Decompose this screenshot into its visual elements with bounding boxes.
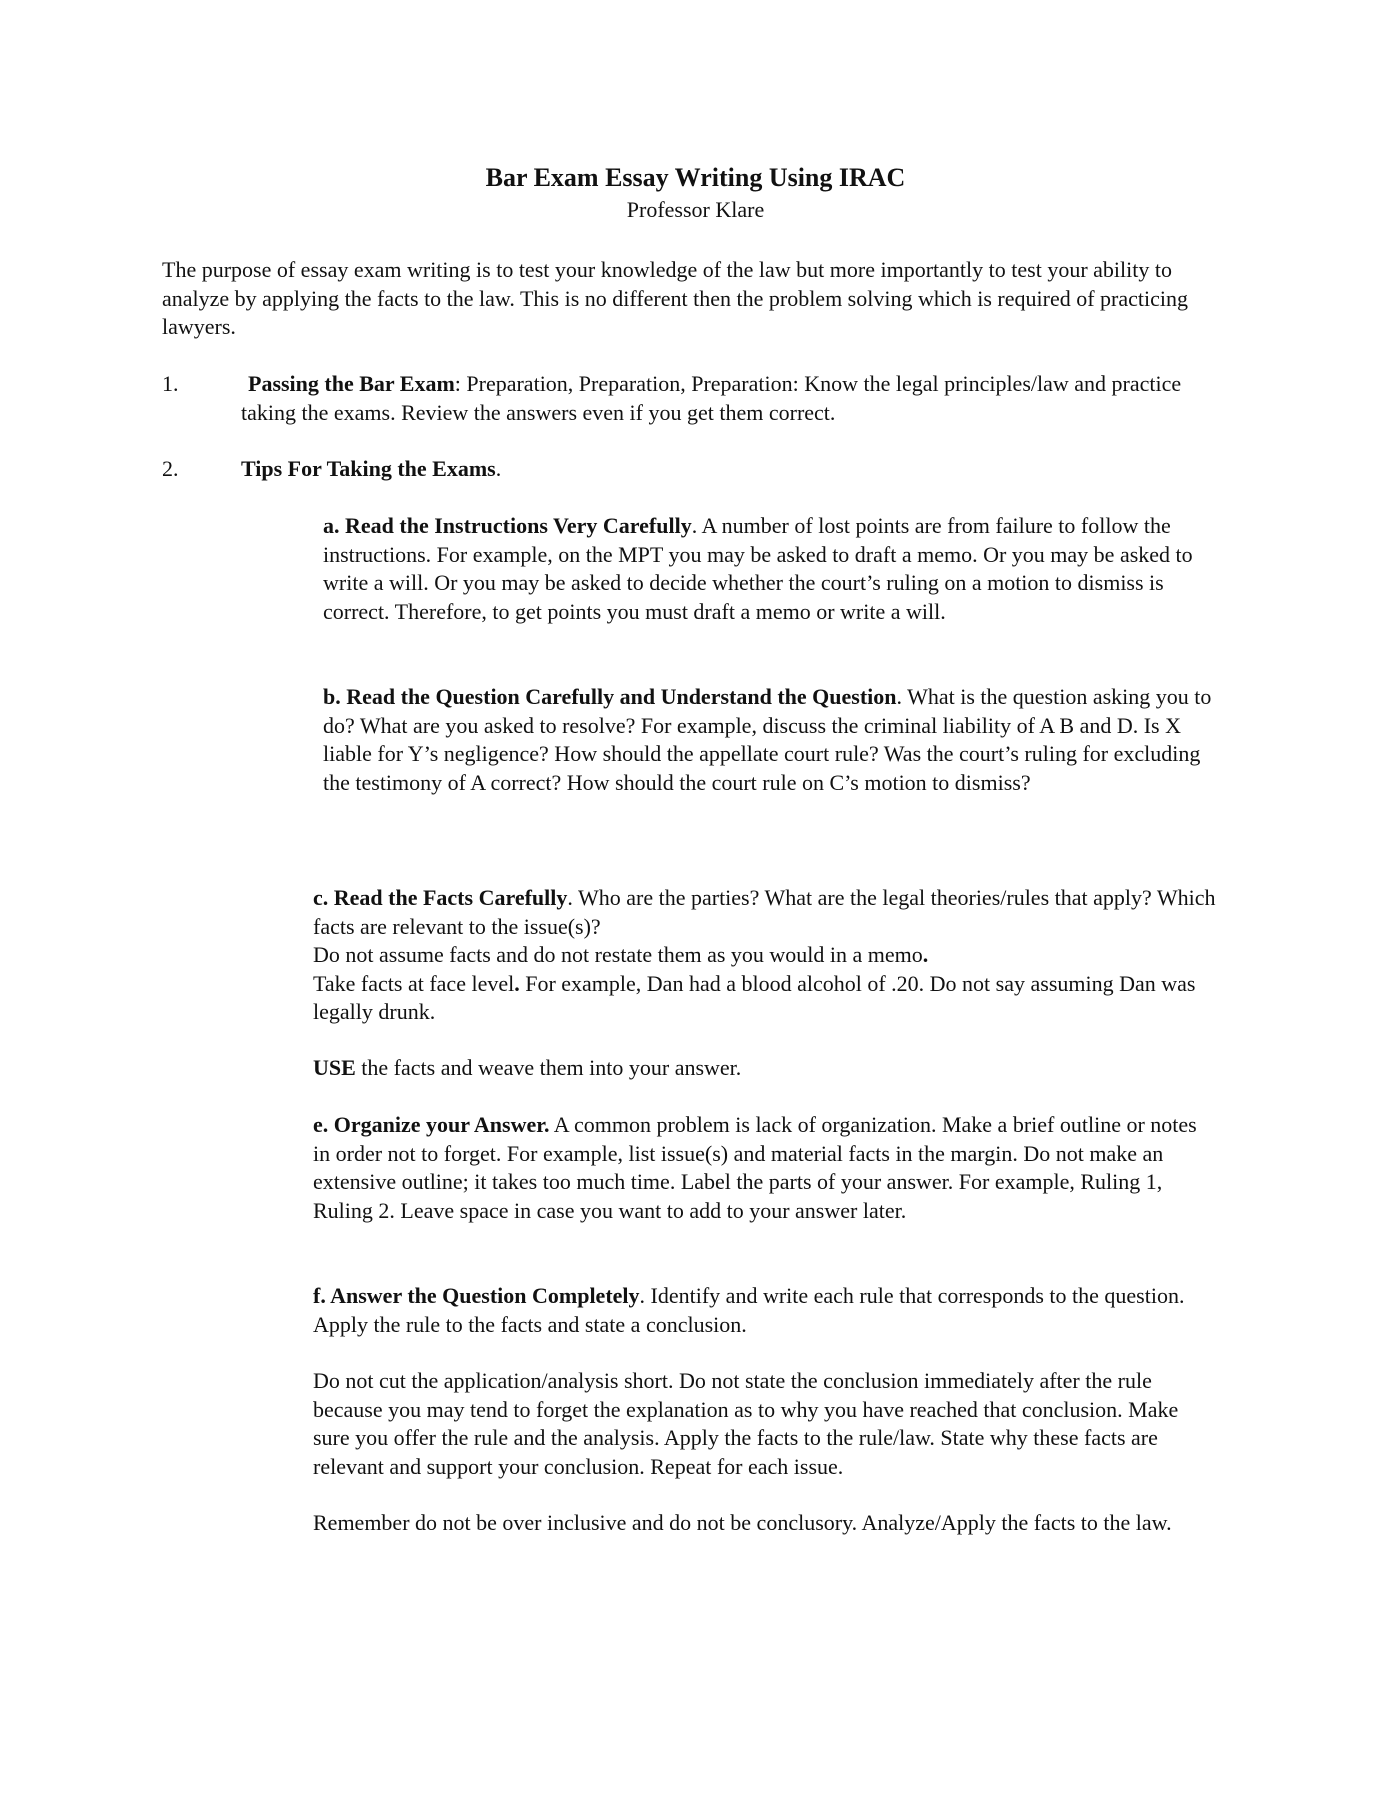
tip-a-heading: a. Read the Instructions Very Carefully	[323, 513, 692, 538]
tip-f-text: . Identify and write each rule that corresponds to the question. Apply the rule to the facts and state a conclusion.	[313, 1283, 1185, 1337]
use-facts-paragraph	[313, 1054, 1218, 1083]
item-2-heading: Tips For Taking the Exams	[241, 456, 496, 481]
tip-c-heading: c. Read the Facts Carefully	[313, 885, 568, 910]
analysis-paragraph: Do not cut the application/analysis short. Do not state the conclusion immediately after the rule because you may tend to forget the explanation as to why you have reached that conclusion. Make sure you offer the rule and the analysis. Apply the facts to the rule/law. State why these facts are relevant and support your conclusion. Repeat for each issue.	[313, 1368, 1179, 1479]
remember-paragraph: Remember do not be over inclusive and do not be conclusory. Analyze/Apply the facts to the law.	[313, 1510, 1172, 1535]
tip-c-text: . Who are the parties? What are the legal theories/rules that apply? Which facts are relevant to the issue(s)?	[313, 885, 1216, 939]
tip-e-paragraph	[313, 1111, 1218, 1225]
item-2-paragraph	[241, 455, 1141, 484]
tip-c-line-3-rest: For example, Dan had a blood alcohol of .20. Do not say assuming Dan was legally drunk.	[313, 970, 1196, 1024]
use-heading: USE	[313, 1055, 356, 1080]
tip-e-text: A common problem is lack of organization. Make a brief outline or notes in order not to forget. For example, list issue(s) and material facts in the margin. Do not make an extensive outline; it takes too much time. Label the parts of your answer. For example, Ruling 1, Ruling 2. Leave space in case you want to add to your answer later.	[313, 1112, 1197, 1223]
tip-b-heading: b. Read the Question Carefully and Understand the Question	[323, 684, 897, 709]
tip-f-paragraph	[313, 1282, 1218, 1339]
item-2-after: .	[495, 456, 502, 481]
tip-b-text: . What is the question asking you to do? What are you asked to resolve? For example, discuss the criminal liability of A B and D. Is X liable for Y’s negligence? How should the appellate court rule? Was the court’s ruling for excluding the testimony of A correct? How should the court rule on C’s motion to dismiss?	[323, 684, 1212, 795]
tip-a-text: . A number of lost points are from failure to follow the instructions. For example, on the MPT you may be asked to draft a memo. Or you may be asked to write a will. Or you may be asked to decide whether the court’s ruling on a motion to dismiss is correct. Therefore, to get points you must draft a memo or write a will.	[323, 513, 1193, 624]
tip-c-line-3-dot: .	[514, 970, 520, 996]
item-1-paragraph	[241, 370, 1201, 427]
document-author: Professor Klare	[626, 197, 765, 222]
tip-c-line-3	[313, 970, 1218, 1027]
tip-c-line-2-text: Do not assume facts and do not restate them as you would in a memo	[313, 942, 923, 967]
item-2-number: 2.	[162, 456, 179, 481]
intro-paragraph: The purpose of essay exam writing is to test your knowledge of the law but more importantly to test your ability to analyze by applying the facts to the law. This is no different then the problem solving which is required of practicing lawyers.	[162, 257, 1188, 339]
document-title: Bar Exam Essay Writing Using IRAC	[485, 163, 906, 192]
item-1-heading: Passing the Bar Exam	[248, 371, 455, 396]
use-text: the facts and weave them into your answer.	[355, 1055, 742, 1080]
tip-b-paragraph	[323, 683, 1218, 797]
tip-c-line-1	[313, 884, 1218, 941]
tip-e-heading: e. Organize your Answer.	[313, 1112, 550, 1137]
tip-c-paragraph	[313, 884, 1218, 1027]
tip-c-line-2-end: .	[922, 942, 929, 967]
tip-c-line-3-text: Take facts at face level	[313, 970, 515, 996]
item-1-number: 1.	[162, 371, 179, 396]
tip-c-line-2	[313, 941, 1218, 970]
tip-a-paragraph	[323, 512, 1218, 626]
tip-f-heading: f. Answer the Question Completely	[313, 1283, 640, 1308]
item-1-text: : Preparation, Preparation, Preparation: Know the legal principles/law and practice taking the exams. Review the answers even if you get them correct.	[241, 371, 1182, 425]
